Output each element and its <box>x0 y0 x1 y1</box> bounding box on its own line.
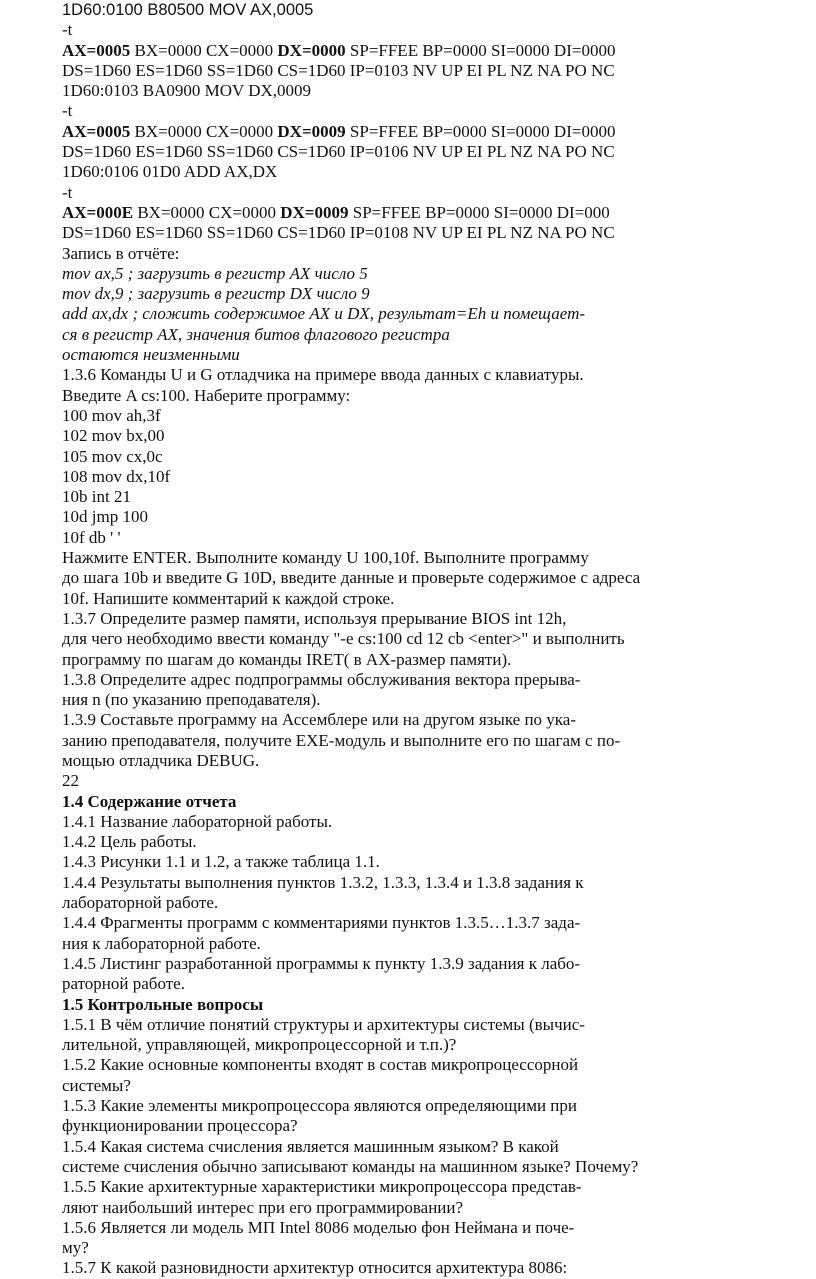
segment-flags-line: DS=1D60 ES=1D60 SS=1D60 CS=1D60 IP=0108 NV UP EI PL NZ NA PO NC <box>62 223 615 243</box>
question-line: му? <box>62 1238 89 1258</box>
program-line: 102 mov bx,00 <box>62 426 165 446</box>
question-line: 1.5.6 Является ли модель МП Intel 8086 моделью фон Неймана и поче- <box>62 1217 575 1237</box>
control-questions-section <box>62 995 802 1279</box>
program-line: 108 mov dx,10f <box>62 466 171 486</box>
paragraph-line: 1.3.6 Команды U и G отладчика на примере ввода данных с клавиатуры. <box>62 365 584 385</box>
debug-trace <box>62 0 802 244</box>
register-line <box>62 41 802 61</box>
question-line: 1.5.4 Какая система счисления является машинным языком? В какой <box>62 1136 559 1156</box>
register-bx-cx: BX=0000 CX=0000 <box>133 202 281 222</box>
contents-item: 1.4.5 Листинг разработанной программы к пункту 1.3.9 задания к лабо- <box>62 953 581 973</box>
task-1-3-8 <box>62 670 802 711</box>
report-note-line: остаются неизменными <box>62 345 240 365</box>
program-line: 10f db ' ' <box>62 527 121 547</box>
section-heading: 1.4 Содержание отчета <box>62 791 237 811</box>
segment-flags-line: DS=1D60 ES=1D60 SS=1D60 CS=1D60 IP=0103 NV UP EI PL NZ NA PO NC <box>62 60 615 80</box>
question-line: 1.5.2 Какие основные компоненты входят в состав микропроцессорной <box>62 1055 579 1075</box>
report-note-line: add ax,dx ; сложить содержимое AX и DX, результат=Eh и помещает- <box>62 304 586 324</box>
register-sp-di: SP=FFEE BP=0000 SI=0000 DI=0000 <box>345 121 616 141</box>
paragraph-line: 1.3.9 Составьте программу на Ассемблере или на другом языке по ука- <box>62 710 577 730</box>
task-1-3-6-continued <box>62 548 802 609</box>
contents-item: лабораторной работе. <box>62 893 219 913</box>
paragraph-line: ния n (по указанию преподавателя). <box>62 690 321 710</box>
report-note-line: mov ax,5 ; загрузить в регистр AX число 5 <box>62 263 368 283</box>
debug-command-line: 1D60:0100 B80500 MOV AX,0005 <box>62 1 314 19</box>
contents-item: 1.4.2 Цель работы. <box>62 832 197 852</box>
question-line: системы? <box>62 1075 131 1095</box>
section-heading: 1.5 Контрольные вопросы <box>62 994 264 1014</box>
paragraph-line: Нажмите ENTER. Выполните команду U 100,10f. Выполните программу <box>62 548 589 568</box>
question-line: системе счисления обычно записывают команды на машинном языке? Почему? <box>62 1156 639 1176</box>
program-listing <box>62 406 802 548</box>
question-line: 1.5.5 Какие архитектурные характеристики микропроцессора представ- <box>62 1177 582 1197</box>
register-sp-di: SP=FFEE BP=0000 SI=0000 DI=0000 <box>345 40 616 60</box>
paragraph-line: 1.3.8 Определите адрес подпрограммы обслуживания вектора прерыва- <box>62 669 581 689</box>
program-line: 10b int 21 <box>62 487 131 507</box>
register-line <box>62 122 802 142</box>
paragraph-line: Введите A cs:100. Наберите программу: <box>62 385 351 405</box>
task-1-3-9 <box>62 710 802 771</box>
register-dx: DX=0000 <box>277 40 346 60</box>
paragraph-line: до шага 10b и введите G 10D, введите данные и проверьте содержимое с адреса <box>62 568 641 588</box>
segment-flags-line: DS=1D60 ES=1D60 SS=1D60 CS=1D60 IP=0106 NV UP EI PL NZ NA PO NC <box>62 142 615 162</box>
paragraph-line: 10f. Напишите комментарий к каждой строке. <box>62 588 395 608</box>
report-contents-section <box>62 792 802 995</box>
register-bx-cx: BX=0000 CX=0000 <box>130 40 278 60</box>
register-ax: AX=000E <box>62 202 134 222</box>
contents-item: 1.4.4 Фрагменты программ с комментариями пунктов 1.3.5…1.3.7 зада- <box>62 913 581 933</box>
register-line <box>62 203 802 223</box>
debug-command-line: 1D60:0103 BA0900 MOV DX,0009 <box>62 81 312 101</box>
question-line: 1.5.7 К какой разновидности архитектур относится архитектура 8086: <box>62 1258 568 1278</box>
contents-item: раторной работе. <box>62 974 185 994</box>
debug-trace-command: -t <box>62 182 73 202</box>
question-line: 1.5.1 В чём отличие понятий структуры и архитектуры системы (вычис- <box>62 1014 585 1034</box>
contents-item: 1.4.1 Название лабораторной работы. <box>62 811 333 831</box>
register-ax: AX=0005 <box>62 40 131 60</box>
page-number: 22 <box>62 771 79 791</box>
register-ax: AX=0005 <box>62 121 131 141</box>
task-1-3-7 <box>62 609 802 670</box>
register-bx-cx: BX=0000 CX=0000 <box>130 121 278 141</box>
report-note-label: Запись в отчёте: <box>62 243 180 263</box>
contents-item: 1.4.4 Результаты выполнения пунктов 1.3.2, 1.3.3, 1.3.4 и 1.3.8 задания к <box>62 872 584 892</box>
register-dx: DX=0009 <box>280 202 349 222</box>
report-note-line: mov dx,9 ; загрузить в регистр DX число 9 <box>62 284 370 304</box>
program-line: 105 mov cx,0c <box>62 446 163 466</box>
debug-trace-command: -t <box>62 20 73 40</box>
contents-item: ния к лабораторной работе. <box>62 933 261 953</box>
register-sp-di: SP=FFEE BP=0000 SI=0000 DI=000 <box>348 202 610 222</box>
debug-command-line: 1D60:0106 01D0 ADD AX,DX <box>62 162 278 182</box>
question-line: лительной, управляющей, микропроцессорной и т.п.)? <box>62 1035 457 1055</box>
document-page <box>62 0 802 1279</box>
paragraph-line: 1.3.7 Определите размер памяти, используя прерывание BIOS int 12h, <box>62 608 567 628</box>
paragraph-line: программу по шагам до команды IRET( в AX-размер памяти). <box>62 649 512 669</box>
debug-trace-command: -t <box>62 101 73 121</box>
paragraph-line: мощью отладчика DEBUG. <box>62 750 260 770</box>
paragraph-line: занию преподавателя, получите EXE-модуль и выполните его по шагам с по- <box>62 730 621 750</box>
question-line: ляют наибольший интерес при его программировании? <box>62 1197 464 1217</box>
question-line: 1.5.3 Какие элементы микропроцессора являются определяющими при <box>62 1096 578 1116</box>
program-line: 10d jmp 100 <box>62 507 148 527</box>
paragraph-line: для чего необходимо ввести команду "-e cs:100 cd 12 cb <enter>" и выполнить <box>62 629 625 649</box>
register-dx: DX=0009 <box>277 121 346 141</box>
task-1-3-6 <box>62 365 802 406</box>
question-line: функционировании процессора? <box>62 1116 298 1136</box>
report-note-line: ся в регистр AX, значения битов флагового регистра <box>62 324 450 344</box>
contents-item: 1.4.3 Рисунки 1.1 и 1.2, а также таблица 1.1. <box>62 852 380 872</box>
program-line: 100 mov ah,3f <box>62 405 161 425</box>
report-note <box>62 244 802 366</box>
